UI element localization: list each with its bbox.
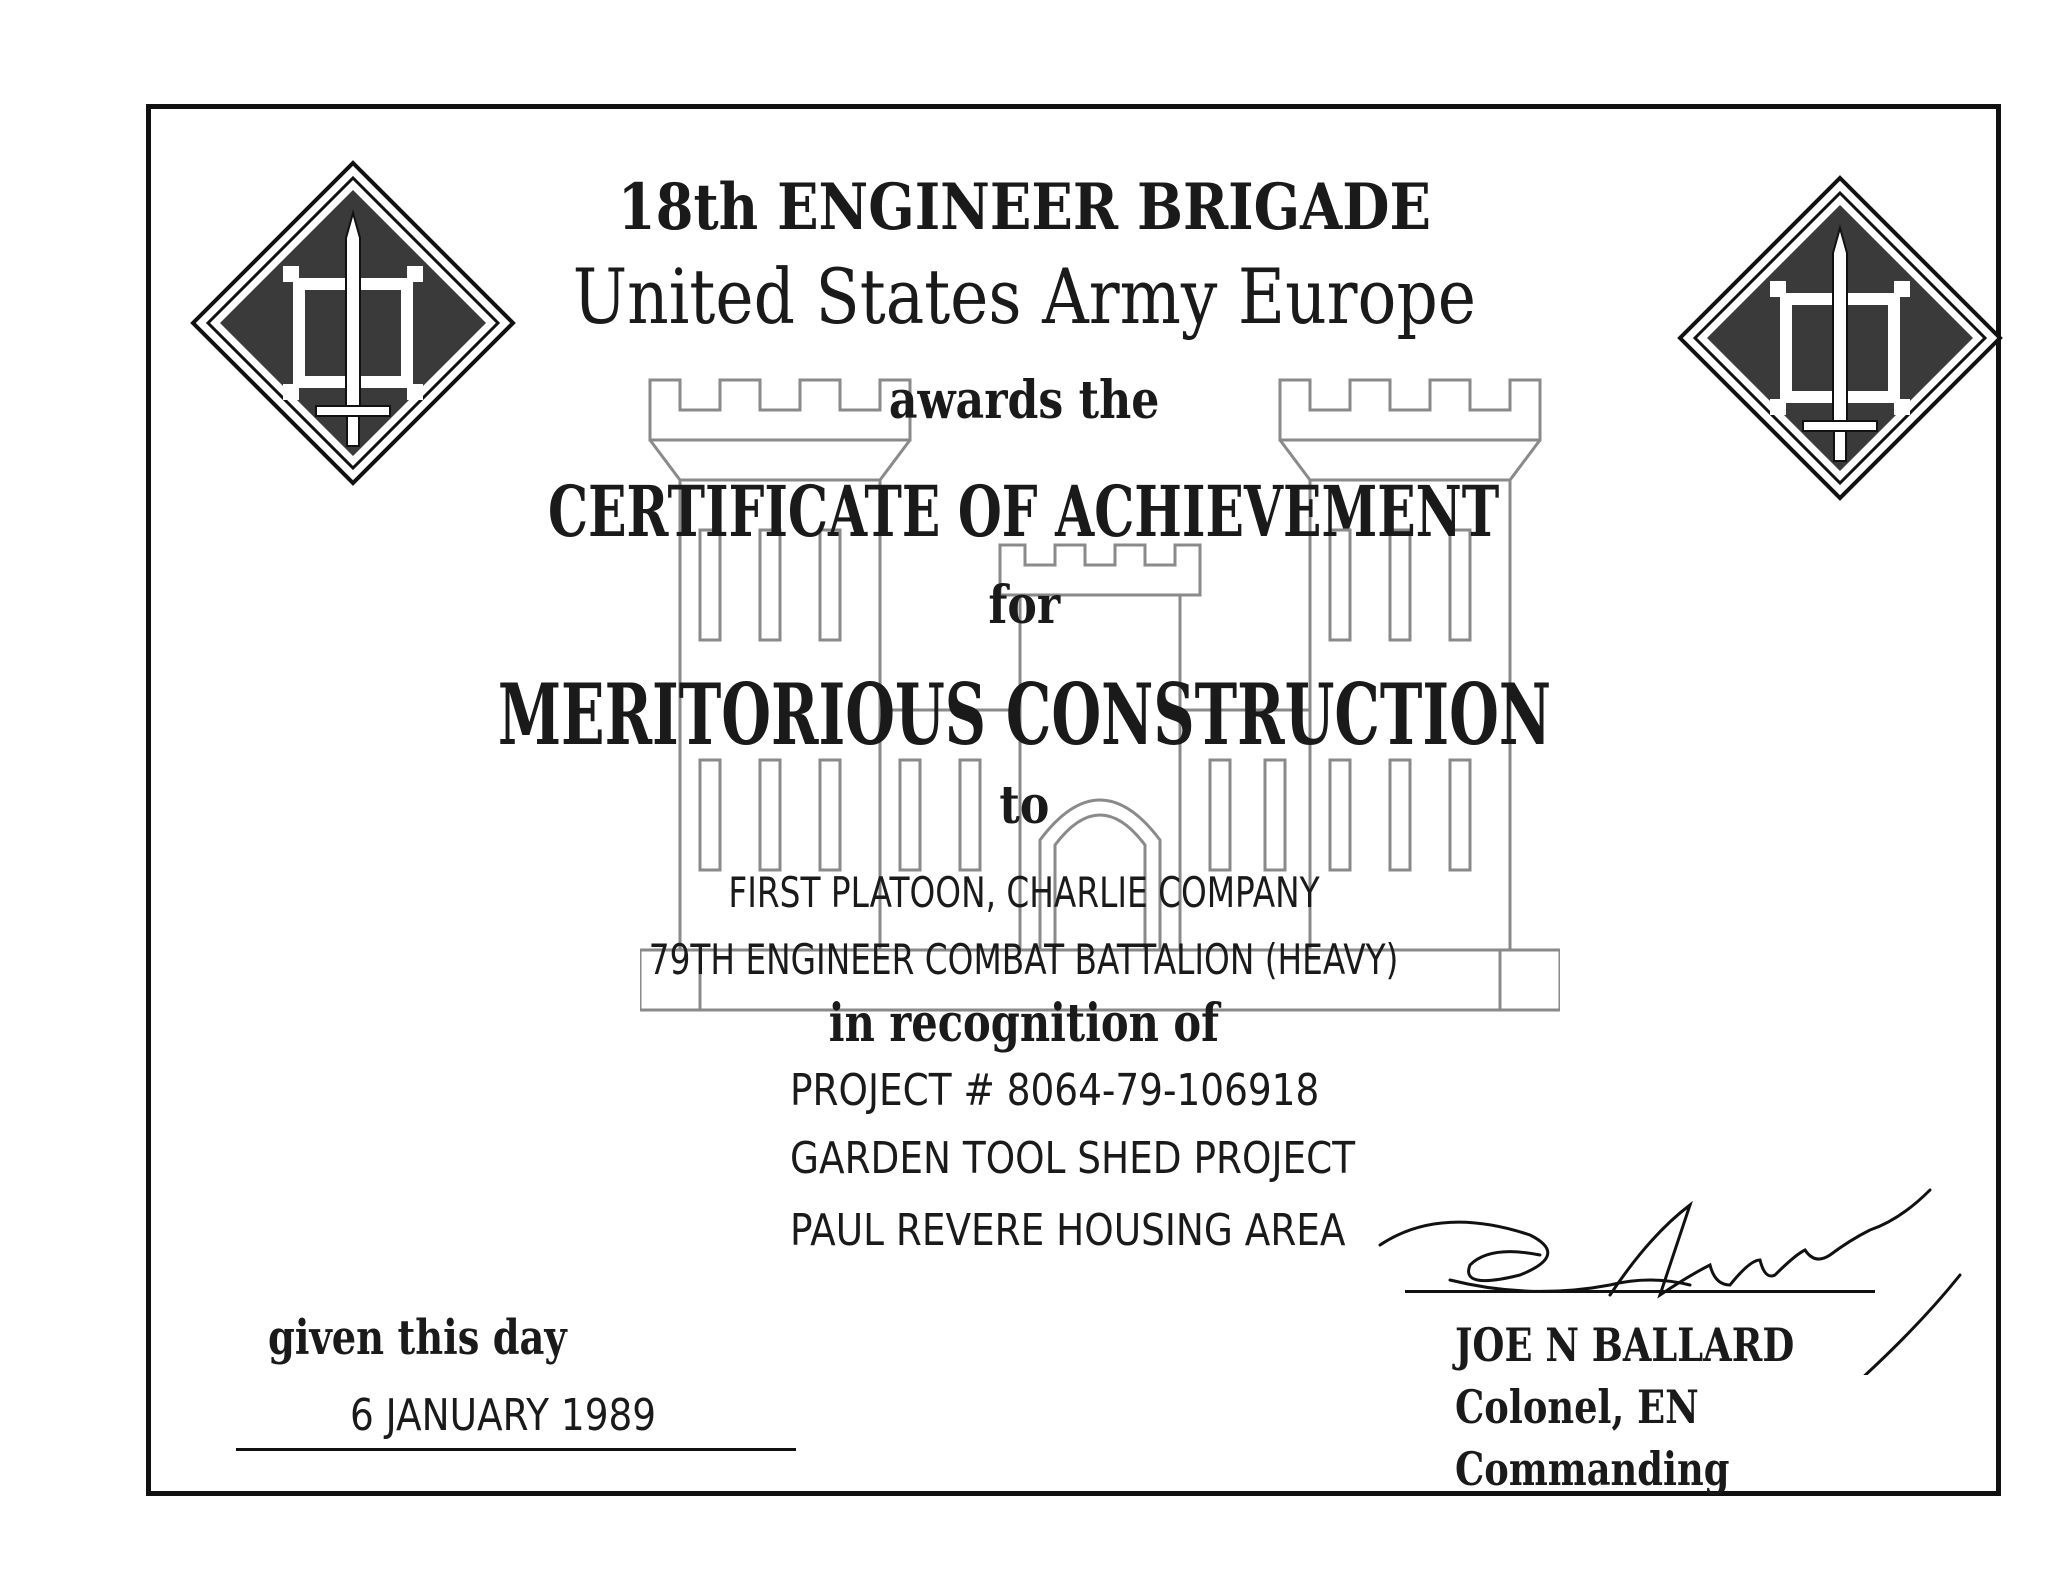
project-number: PROJECT # 8064-79-106918: [790, 1065, 1320, 1116]
project-name: GARDEN TOOL SHED PROJECT: [790, 1133, 1356, 1184]
signer-rank: Colonel, EN: [1455, 1380, 1699, 1434]
for-text: for: [988, 575, 1060, 636]
recipient-battalion: 79TH ENGINEER COMBAT BATTALION (HEAVY): [649, 935, 1399, 984]
award-name: MERITORIOUS CONSTRUCTION: [497, 665, 1551, 764]
signer-name: JOE N BALLARD: [1455, 1318, 1795, 1372]
award-date: 6 JANUARY 1989: [350, 1390, 657, 1441]
unit-title: 18th ENGINEER BRIGADE: [617, 170, 1431, 245]
recognition-text: in recognition of: [828, 993, 1220, 1054]
date-line: [236, 1448, 796, 1451]
to-text: to: [999, 775, 1049, 836]
given-label: given this day: [268, 1310, 567, 1366]
certificate-title: CERTIFICATE OF ACHIEVEMENT: [548, 470, 1500, 553]
signature-line: [1405, 1290, 1875, 1293]
command-title: United States Army Europe: [572, 252, 1476, 341]
project-location: PAUL REVERE HOUSING AREA: [790, 1205, 1346, 1256]
signer-role: Commanding: [1455, 1442, 1730, 1496]
recipient-platoon: FIRST PLATOON, CHARLIE COMPANY: [728, 868, 1320, 917]
awards-text: awards the: [888, 370, 1160, 431]
